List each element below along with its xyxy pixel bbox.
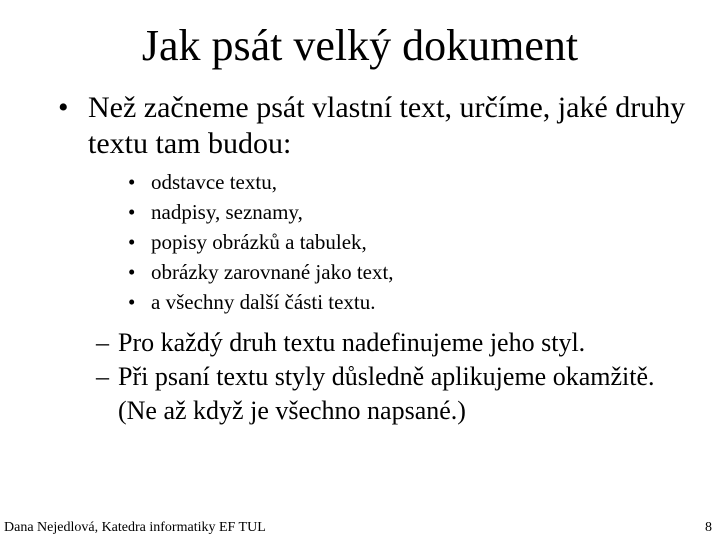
- slide-title: Jak psát velký dokument: [141, 21, 579, 70]
- list-item-text: nadpisy, seznamy,: [151, 200, 303, 224]
- footer-author: Dana Nejedlová, Katedra informatiky EF TUL: [4, 520, 266, 535]
- list-item-text: popisy obrázků a tabulek,: [151, 230, 367, 254]
- list-item-text: obrázky zarovnané jako text,: [151, 260, 394, 284]
- list-item-text: odstavce textu,: [151, 170, 277, 194]
- list-item: [96, 326, 696, 360]
- list-item: [128, 257, 394, 287]
- style-rules-list: [96, 326, 696, 428]
- bullet-icon: •: [128, 290, 136, 314]
- list-item: [128, 167, 394, 197]
- dash-icon: –: [96, 362, 109, 391]
- bullet-icon: •: [128, 200, 136, 224]
- list-item-text: a všechny další části textu.: [151, 290, 376, 314]
- list-item: [96, 360, 696, 428]
- list-item: [128, 197, 394, 227]
- list-item-text: Pro každý druh textu nadefinujeme jeho styl.: [118, 328, 586, 357]
- list-item: [128, 227, 394, 257]
- text-types-list: [128, 167, 394, 317]
- bullet-icon: •: [128, 230, 136, 254]
- bullet-icon: •: [58, 91, 69, 124]
- dash-icon: –: [96, 328, 109, 357]
- bullet-icon: •: [128, 260, 136, 284]
- list-item-text: Při psaní textu styly důsledně aplikujeme okamžitě. (Ne až když je všechno napsané.): [118, 362, 655, 425]
- list-item: [128, 287, 394, 317]
- main-bullet-text: Než začneme psát vlastní text, určíme, jaké druhy textu tam budou:: [88, 91, 686, 160]
- bullet-icon: •: [128, 170, 136, 194]
- main-bullet-point: [58, 90, 698, 162]
- page-number: 8: [705, 520, 712, 535]
